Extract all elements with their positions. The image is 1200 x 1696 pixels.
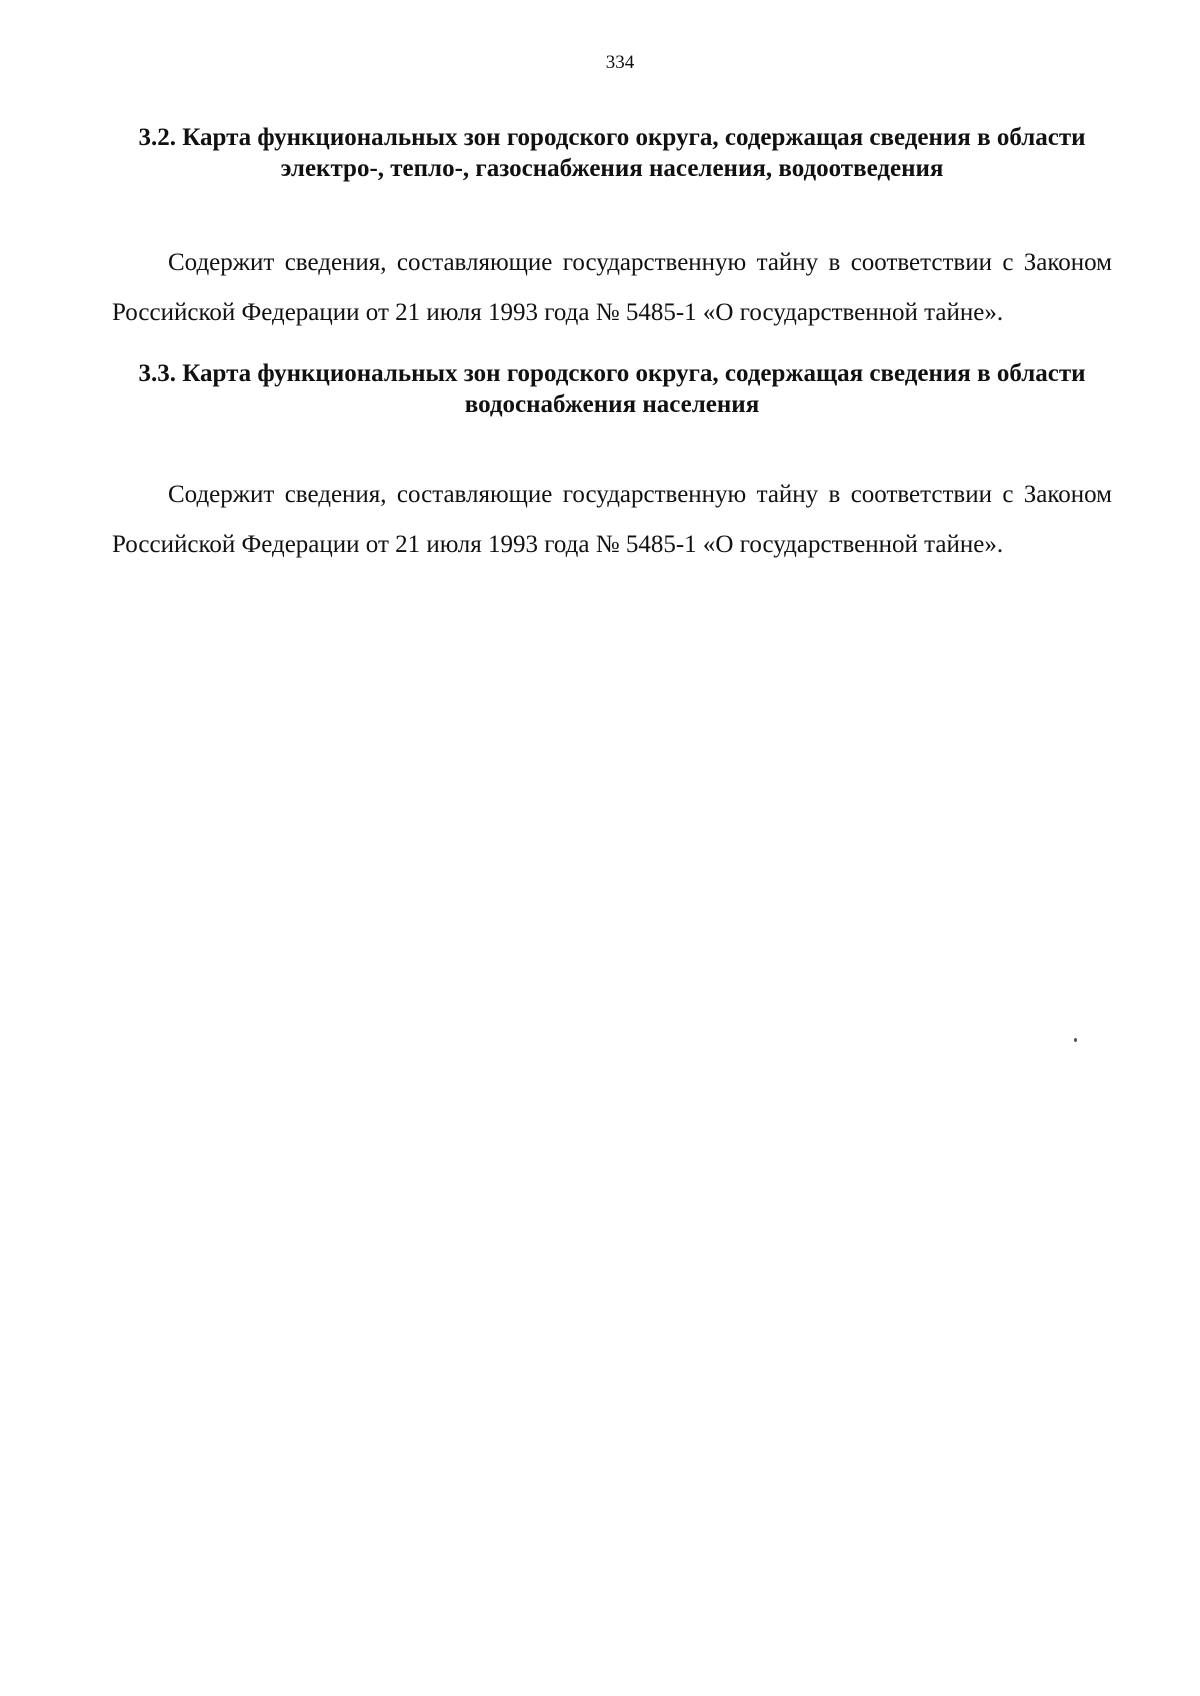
- page-number: 334: [605, 52, 635, 73]
- section-body-3-2: Содержит сведения, составляющие государственную тайну в соответствии с Законом Российской Федерации от 21 июля 1993 года № 5485-1 «О государственной тайне».: [112, 249, 1112, 326]
- section-heading-3-3: 3.3. Карта функциональных зон городского округа, содержащая сведения в области водоснабжения населения: [138, 360, 1086, 418]
- scan-speck: [1074, 1038, 1077, 1042]
- section-heading-3-2: 3.2. Карта функциональных зон городского округа, содержащая сведения в области электро-, тепло-, газоснабжения населения, водоотведения: [138, 124, 1086, 182]
- document-body: [112, 122, 1112, 570]
- section-body-3-3: Содержит сведения, составляющие государственную тайну в соответствии с Законом Российской Федерации от 21 июля 1993 года № 5485-1 «О государственной тайне».: [112, 481, 1112, 558]
